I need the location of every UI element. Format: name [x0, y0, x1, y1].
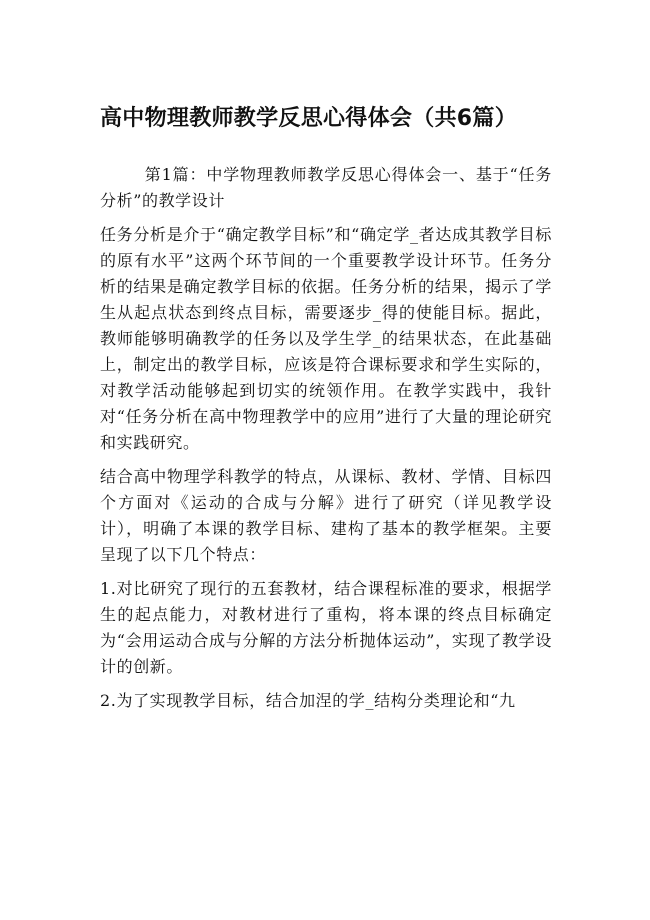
body-paragraph: 任务分析是介于“确定教学目标”和“确定学_者达成其教学目标的原有水平”这两个环节间的一个重要教学设计环节。任务分析的结果是确定教学目标的依据。任务分析的结果，揭示了学生从起点状态到终点目标，需要逐步_得的使能目标。据此，教师能够明确教学的任务以及学生学_的结果状态，在此基础上，制定出的教学目标，应该是符合课标要求和学生实际的，对教学活动能够起到切实的统领作用。在教学实践中，我针对“任务分析在高中物理教学中的应用”进行了大量的理论研究和实践研究。	[100, 225, 552, 452]
document-body	[100, 162, 552, 714]
document-title: 高中物理教师教学反思心得体会（共6篇）	[100, 106, 518, 131]
list-item: 1.对比研究了现行的五套教材，结合课程标准的要求，根据学生的起点能力，对教材进行了重构，将本课的终点目标确定为“会用运动合成与分解的方法分析抛体运动”，实现了教学设计的创新。	[100, 579, 552, 676]
body-paragraph: 结合高中物理学科教学的特点，从课标、教材、学情、目标四个方面对《运动的合成与分解》进行了研究（详见教学设计），明确了本课的教学目标、建构了基本的教学框架。主要呈现了以下几个特点：	[100, 467, 552, 564]
section-heading: 第1篇：中学物理教师教学反思心得体会一、基于“任务分析”的教学设计	[100, 165, 552, 210]
list-item: 2.为了实现教学目标，结合加涅的学_结构分类理论和“九	[100, 691, 516, 710]
